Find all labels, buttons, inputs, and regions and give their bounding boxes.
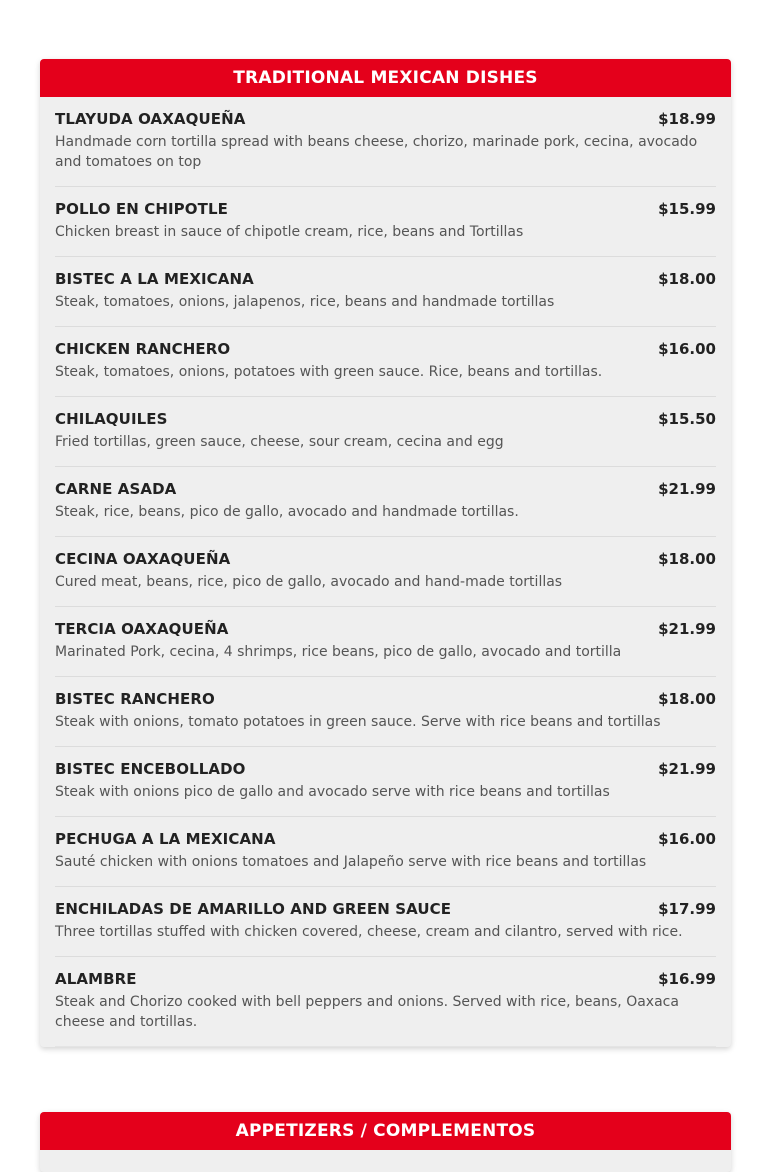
menu-item bbox=[55, 747, 716, 817]
menu-item bbox=[55, 887, 716, 957]
item-description: Chicken breast in sauce of chipotle cream, rice, beans and Tortillas bbox=[55, 224, 524, 240]
item-price: $21.99 bbox=[658, 620, 716, 638]
menu-item bbox=[55, 397, 716, 467]
item-name: CECINA OAXAQUEÑA bbox=[55, 550, 231, 568]
item-price: $18.00 bbox=[658, 270, 716, 288]
menu-item bbox=[55, 957, 716, 1047]
menu-item bbox=[55, 327, 716, 397]
item-name: TLAYUDA OAXAQUEÑA bbox=[55, 110, 246, 128]
item-price: $21.99 bbox=[658, 480, 716, 498]
item-name: BISTEC RANCHERO bbox=[55, 690, 215, 708]
menu-item bbox=[55, 607, 716, 677]
menu-section-traditional bbox=[40, 59, 731, 1047]
item-price: $21.99 bbox=[658, 760, 716, 778]
item-description: Steak, rice, beans, pico de gallo, avocado and handmade tortillas. bbox=[55, 504, 519, 520]
item-description: Steak, tomatoes, onions, jalapenos, rice, beans and handmade tortillas bbox=[55, 294, 555, 310]
item-name: BISTEC ENCEBOLLADO bbox=[55, 760, 246, 778]
menu-item bbox=[55, 817, 716, 887]
item-name: CHICKEN RANCHERO bbox=[55, 340, 231, 358]
item-description: Steak with onions, tomato potatoes in green sauce. Serve with rice beans and tortillas bbox=[55, 714, 661, 730]
menu-section-appetizers bbox=[40, 1112, 731, 1172]
menu-item bbox=[55, 187, 716, 257]
item-name: ALAMBRE bbox=[55, 970, 137, 988]
menu-item bbox=[55, 97, 716, 187]
section-title: TRADITIONAL MEXICAN DISHES bbox=[40, 59, 731, 97]
item-description: Handmade corn tortilla spread with beans cheese, chorizo, marinade pork, cecina, avocado and tomatoes on top bbox=[55, 134, 698, 170]
item-description: Marinated Pork, cecina, 4 shrimps, rice beans, pico de gallo, avocado and tortilla bbox=[55, 644, 622, 660]
item-price: $15.50 bbox=[658, 410, 716, 428]
item-price: $17.99 bbox=[658, 900, 716, 918]
item-price: $16.00 bbox=[658, 830, 716, 848]
menu-item bbox=[55, 467, 716, 537]
menu-item bbox=[55, 677, 716, 747]
item-name: PECHUGA A LA MEXICANA bbox=[55, 830, 276, 848]
item-price: $18.00 bbox=[658, 690, 716, 708]
item-price: $15.99 bbox=[658, 200, 716, 218]
item-description: Steak with onions pico de gallo and avocado serve with rice beans and tortillas bbox=[55, 784, 610, 800]
item-name: BISTEC A LA MEXICANA bbox=[55, 270, 254, 288]
item-description: Cured meat, beans, rice, pico de gallo, avocado and hand-made tortillas bbox=[55, 574, 563, 590]
item-price: $18.00 bbox=[658, 550, 716, 568]
item-price: $16.99 bbox=[658, 970, 716, 988]
item-name: ENCHILADAS DE AMARILLO AND GREEN SAUCE bbox=[55, 900, 452, 918]
item-name: CARNE ASADA bbox=[55, 480, 177, 498]
item-description: Steak, tomatoes, onions, potatoes with green sauce. Rice, beans and tortillas. bbox=[55, 364, 603, 380]
item-description: Fried tortillas, green sauce, cheese, sour cream, cecina and egg bbox=[55, 434, 504, 450]
menu-item-list bbox=[40, 97, 731, 1047]
item-description: Steak and Chorizo cooked with bell peppers and onions. Served with rice, beans, Oaxaca cheese and tortillas. bbox=[55, 994, 679, 1030]
menu-item bbox=[55, 257, 716, 327]
item-price: $18.99 bbox=[658, 110, 716, 128]
item-name: POLLO EN CHIPOTLE bbox=[55, 200, 228, 218]
item-price: $16.00 bbox=[658, 340, 716, 358]
item-name: TERCIA OAXAQUEÑA bbox=[55, 620, 229, 638]
item-name: CHILAQUILES bbox=[55, 410, 168, 428]
section-title: APPETIZERS / COMPLEMENTOS bbox=[40, 1112, 731, 1150]
item-description: Three tortillas stuffed with chicken covered, cheese, cream and cilantro, served with rice. bbox=[55, 924, 683, 940]
menu-item bbox=[55, 537, 716, 607]
item-description: Sauté chicken with onions tomatoes and Jalapeño serve with rice beans and tortillas bbox=[55, 854, 647, 870]
